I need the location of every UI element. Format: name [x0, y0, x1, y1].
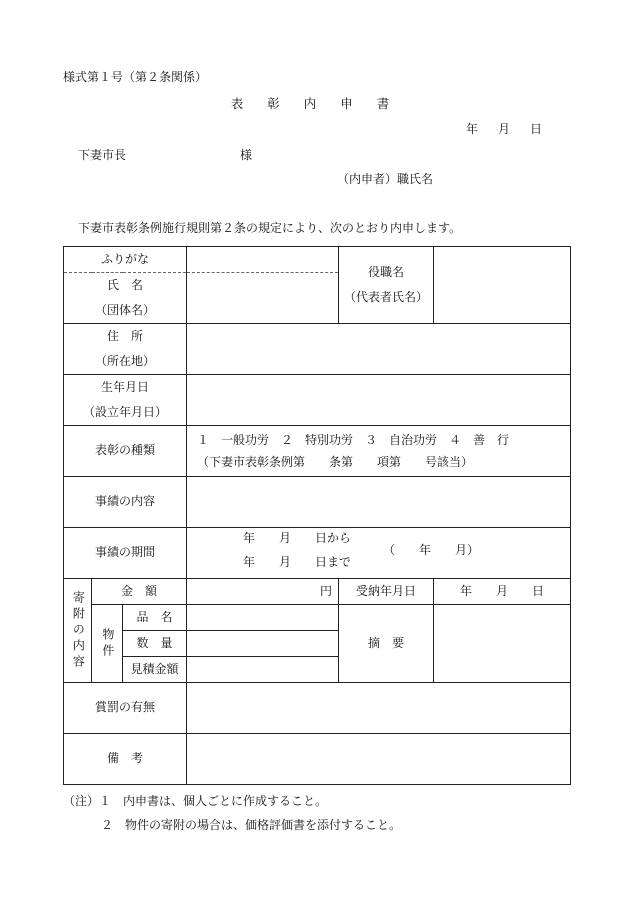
furigana-label: ふりがな	[64, 247, 187, 273]
estimate-field[interactable]	[187, 657, 339, 683]
notes	[63, 789, 401, 837]
item-name-field[interactable]	[187, 605, 339, 631]
remarks-field[interactable]	[187, 734, 571, 785]
estimate-label: 見積金額	[123, 657, 187, 683]
addressee	[78, 146, 253, 163]
donation-section-label: 寄附の内容	[64, 579, 92, 683]
quantity-field[interactable]	[187, 631, 339, 657]
award-type-label: 表彰の種類	[64, 426, 187, 477]
address-field[interactable]	[187, 324, 571, 375]
position-label: 役職名 （代表者氏名）	[339, 247, 434, 324]
applicant-label: （内申者）職氏名	[337, 172, 434, 186]
note-1: （注）１ 内申書は、個人ごとに作成すること。	[63, 794, 328, 808]
rewards-field[interactable]	[187, 683, 571, 734]
form-number-label: 様式第１号（第２条関係）	[63, 70, 208, 84]
intro-text: 下妻市表彰条例施行規則第２条の規定により、次のとおり内申します。	[78, 221, 462, 235]
remarks-label: 備 考	[64, 734, 187, 785]
date-day: 日	[530, 122, 543, 136]
addressee-name: 下妻市長	[78, 148, 127, 162]
application-table	[63, 246, 571, 785]
item-name-label: 品 名	[123, 605, 187, 631]
summary-field[interactable]	[434, 605, 571, 683]
period-duration: （ 年 月）	[383, 543, 480, 557]
rewards-label: 賞罰の有無	[64, 683, 187, 734]
name-label: 氏 名 （団体名）	[64, 273, 187, 324]
receipt-date-label: 受納年月日	[339, 579, 434, 605]
receipt-date-field[interactable]: 年 月 日	[434, 579, 571, 605]
submission-date	[466, 120, 562, 137]
period-field[interactable]	[187, 528, 571, 579]
position-field[interactable]	[434, 247, 571, 324]
amount-label: 金 額	[92, 579, 187, 605]
birthdate-field[interactable]	[187, 375, 571, 426]
achievements-field[interactable]	[187, 477, 571, 528]
award-type-options: １ 一般功労 ２ 特別功労 ３ 自治功労 ４ 善 行 （下妻市表彰条例第 条第 項第 号該当）	[187, 426, 571, 477]
quantity-label: 数 量	[123, 631, 187, 657]
name-field[interactable]	[187, 273, 339, 324]
period-from: 年 月 日から	[243, 531, 352, 545]
period-label: 事績の期間	[64, 528, 187, 579]
birthdate-label: 生年月日 （設立年月日）	[64, 375, 187, 426]
note-2: ２ 物件の寄附の場合は、価格評価書を添付すること。	[101, 818, 402, 832]
addressee-suffix: 様	[240, 148, 253, 162]
furigana-field[interactable]	[187, 247, 339, 273]
period-to: 年 月 日まで	[243, 555, 352, 569]
amount-field[interactable]: 円	[187, 579, 339, 605]
address-label: 住 所 （所在地）	[64, 324, 187, 375]
achievements-label: 事績の内容	[64, 477, 187, 528]
date-month: 月	[498, 122, 511, 136]
document-title: 表 彰 内 申 書	[230, 96, 400, 111]
goods-label: 物件	[92, 605, 123, 683]
summary-label: 摘 要	[339, 605, 434, 683]
date-year: 年	[466, 122, 479, 136]
